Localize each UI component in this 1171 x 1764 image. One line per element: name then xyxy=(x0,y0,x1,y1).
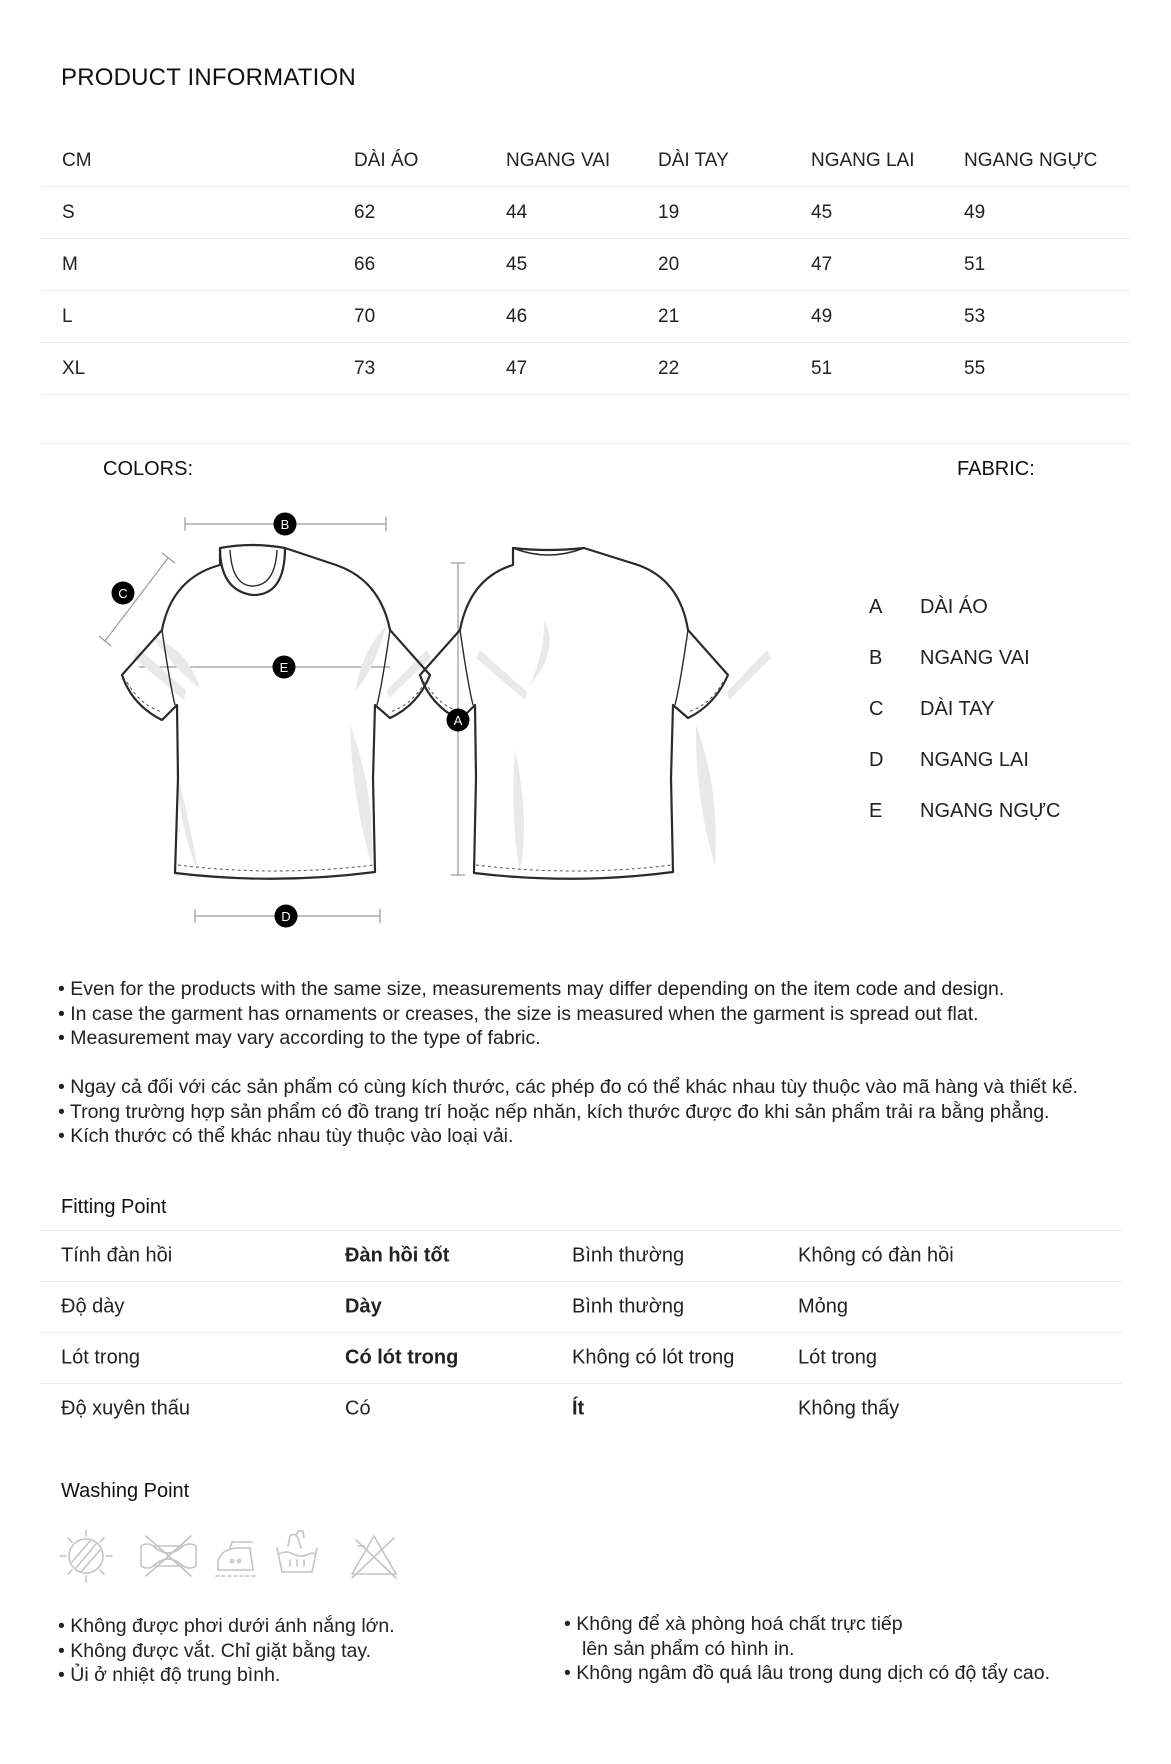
table-cell: 55 xyxy=(964,357,986,379)
measurement-legend xyxy=(869,596,1129,851)
table-cell: 70 xyxy=(354,305,376,327)
table-cell: 20 xyxy=(658,253,680,275)
washing-point-title: Washing Point xyxy=(61,1480,190,1502)
size-label: M xyxy=(62,253,78,275)
table-cell: 19 xyxy=(658,201,680,223)
legend-letter: C xyxy=(869,698,884,720)
table-cell: 49 xyxy=(964,201,986,223)
table-cell: 44 xyxy=(506,201,528,223)
table-row xyxy=(41,239,1130,291)
wash-note: • Ủi ở nhiệt độ trung bình. xyxy=(58,1664,281,1686)
table-cell: 51 xyxy=(964,253,986,275)
fit-option: Không thấy xyxy=(798,1397,900,1420)
fit-option: Không có đàn hồi xyxy=(798,1244,954,1267)
fabric-label: FABRIC: xyxy=(957,458,1035,480)
header-cm: CM xyxy=(62,150,92,171)
legend-row xyxy=(869,596,1129,647)
legend-text: NGANG NGỰC xyxy=(920,800,1061,822)
fitting-table xyxy=(41,1230,1122,1434)
colors-label: COLORS: xyxy=(103,458,194,480)
header-ngang-lai: NGANG LAI xyxy=(811,150,915,171)
fit-option-selected: Ít xyxy=(572,1397,585,1420)
header-dai-tay: DÀI TAY xyxy=(658,150,729,171)
note-line: • In case the garment has ornaments or creases, the size is measured when the garment is spread out flat. xyxy=(58,1002,979,1025)
legend-letter: A xyxy=(869,596,883,618)
fit-label: Độ xuyên thấu xyxy=(61,1397,190,1420)
marker-c xyxy=(112,582,135,605)
table-row xyxy=(41,187,1130,239)
legend-letter: E xyxy=(869,800,883,822)
fit-label: Lót trong xyxy=(61,1346,140,1369)
legend-text: NGANG VAI xyxy=(920,647,1030,669)
table-cell: 46 xyxy=(506,305,528,327)
marker-e-label: E xyxy=(279,660,289,675)
fit-option: Có xyxy=(345,1397,371,1420)
note-line: • Measurement may vary according to the type of fabric. xyxy=(58,1027,541,1049)
legend-letter: D xyxy=(869,749,884,771)
tshirt-measurement-diagram xyxy=(90,500,790,940)
table-cell: 47 xyxy=(506,357,528,379)
fit-label: Độ dày xyxy=(61,1295,125,1318)
table-row xyxy=(41,1384,1122,1434)
wash-note: • Không được phơi dưới ánh nắng lớn. xyxy=(58,1615,395,1637)
note-line: • Kích thước có thể khác nhau tùy thuộc vào loại vải. xyxy=(58,1125,514,1147)
washing-notes-right xyxy=(564,1612,1050,1686)
table-row xyxy=(41,1231,1122,1282)
note-line: • Trong trường hợp sản phẩm có đồ trang trí hoặc nếp nhăn, kích thước được đo khi sản phẩm trải ra bằng phẳng. xyxy=(58,1100,1050,1123)
fit-option-selected: Dày xyxy=(345,1295,382,1318)
size-table xyxy=(41,136,1130,395)
fit-label: Tính đàn hồi xyxy=(61,1244,173,1267)
fit-option: Mỏng xyxy=(798,1295,849,1318)
size-table-header xyxy=(41,136,1130,187)
no-wring-icon xyxy=(141,1536,196,1576)
table-cell: 66 xyxy=(354,253,376,275)
legend-text: DÀI TAY xyxy=(920,698,995,720)
fit-option: Bình thường xyxy=(572,1295,685,1318)
legend-text: DÀI ÁO xyxy=(920,596,988,618)
legend-row xyxy=(869,749,1129,800)
table-row xyxy=(41,1333,1122,1384)
no-bleach-icon xyxy=(352,1536,396,1578)
fit-option: Bình thường xyxy=(572,1244,685,1267)
marker-b-label: B xyxy=(280,517,290,532)
wash-note: • Không để xà phòng hoá chất trực tiếp xyxy=(564,1613,903,1635)
table-cell: 62 xyxy=(354,201,376,223)
washing-icons xyxy=(58,1528,428,1584)
header-ngang-nguc: NGANG NGỰC xyxy=(964,150,1098,171)
hand-wash-icon xyxy=(277,1531,317,1572)
table-cell: 45 xyxy=(811,201,833,223)
fitting-point-title: Fitting Point xyxy=(61,1196,167,1218)
legend-row xyxy=(869,800,1129,851)
size-label: XL xyxy=(62,357,86,379)
table-cell: 22 xyxy=(658,357,680,379)
size-label: L xyxy=(62,305,73,327)
header-ngang-vai: NGANG VAI xyxy=(506,150,611,171)
marker-d xyxy=(275,905,298,928)
fit-option: Lót trong xyxy=(798,1346,877,1369)
marker-a-label: A xyxy=(453,713,463,728)
fit-option: Không có lót trong xyxy=(572,1346,735,1369)
table-cell: 21 xyxy=(658,305,680,327)
page-title: PRODUCT INFORMATION xyxy=(61,64,356,91)
section-divider xyxy=(41,443,1130,444)
header-dai-ao: DÀI ÁO xyxy=(354,150,419,171)
marker-d-label: D xyxy=(281,909,291,924)
washing-notes-left xyxy=(58,1614,395,1688)
table-cell: 47 xyxy=(811,253,833,275)
table-cell: 49 xyxy=(811,305,833,327)
wash-note: • Không được vắt. Chỉ giặt bằng tay. xyxy=(58,1639,372,1662)
marker-a xyxy=(447,709,470,732)
table-cell: 73 xyxy=(354,357,376,379)
legend-text: NGANG LAI xyxy=(920,749,1029,771)
notes-vietnamese xyxy=(58,1075,1078,1149)
fit-option-selected: Có lót trong xyxy=(345,1346,459,1369)
fit-option-selected: Đàn hồi tốt xyxy=(345,1244,450,1267)
table-row xyxy=(41,343,1130,395)
marker-c-label: C xyxy=(118,586,128,601)
marker-b xyxy=(274,513,297,536)
iron-medium-icon xyxy=(216,1542,255,1576)
legend-row xyxy=(869,647,1129,698)
table-row xyxy=(41,291,1130,343)
legend-row xyxy=(869,698,1129,749)
wash-note: • Không ngâm đồ quá lâu trong dung dịch có độ tẩy cao. xyxy=(564,1662,1051,1684)
notes-english xyxy=(58,977,1004,1051)
table-cell: 45 xyxy=(506,253,528,275)
note-line: • Ngay cả đối với các sản phẩm có cùng kích thước, các phép đo có thể khác nhau tùy thuộc vào mã hàng và thiết kế. xyxy=(58,1076,1078,1098)
note-line: • Even for the products with the same size, measurements may differ depending on the item code and design. xyxy=(58,978,1005,1000)
table-cell: 51 xyxy=(811,357,833,379)
marker-e xyxy=(273,656,296,679)
no-direct-sun-icon xyxy=(60,1530,112,1582)
legend-letter: B xyxy=(869,647,883,669)
table-cell: 53 xyxy=(964,305,986,327)
size-label: S xyxy=(62,201,75,223)
table-row xyxy=(41,1282,1122,1333)
wash-note-continued: lên sản phẩm có hình in. xyxy=(582,1637,795,1660)
